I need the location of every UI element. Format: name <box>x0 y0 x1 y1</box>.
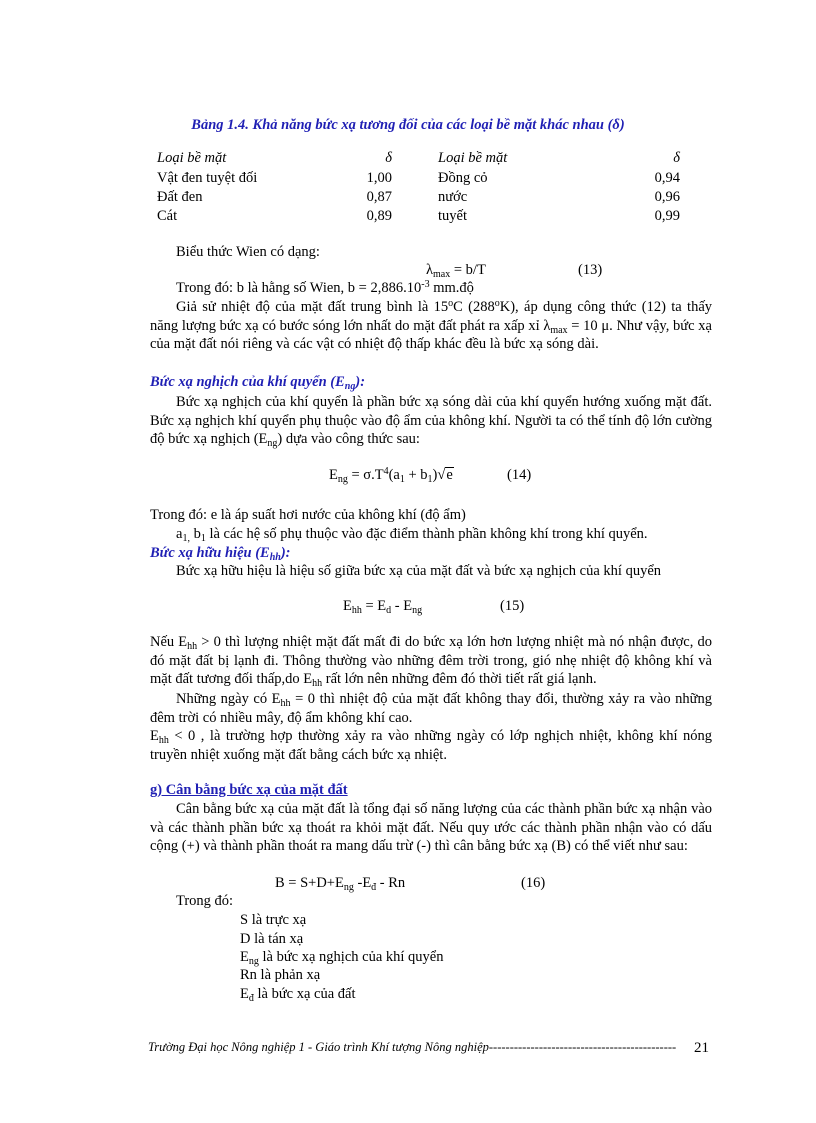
counter-where-1: Trong đó: e là áp suất hơi nước của không khí (độ ẩm) <box>150 507 466 523</box>
effective-radiation-paragraph: Bức xạ hữu hiệu là hiệu số giữa bức xạ của mặt đất và bức xạ nghịch của khí quyển <box>176 563 662 579</box>
table-cell: 0,99 <box>654 208 680 224</box>
balance-item: Rn là phản xạ <box>240 967 321 983</box>
counter-radiation-paragraph: Bức xạ nghịch của khí quyển là phần bức xạ sóng dài của khí quyển hướng xuống mặt đất. Bức xạ nghịch khí quyển phụ thuộc vào độ ẩm của không khí. Người ta có thể tính độ lớn cường độ bức xạ nghịch $(E_{ng})$ dựa vào công thức sau: <box>150 394 712 450</box>
balance-item: D là tán xạ <box>240 931 304 947</box>
formula-14: $E_{ng} = \sigma.T^4(a_1 + b_1)√e$ <box>329 466 453 485</box>
table-cell: tuyết <box>438 208 467 224</box>
table-cell: 0,94 <box>654 170 680 186</box>
counter-where-2: $a_{1,}$ $b_1$ là các hệ số phụ thuộc vào đặc điểm thành phần không khí trong khí quyển. <box>176 526 648 544</box>
table-cell: 0,87 <box>366 189 392 205</box>
balance-where: Trong đó: <box>176 893 234 909</box>
formula-15: $E_{hh} = E_d - E_{ng}$ <box>343 598 423 616</box>
table-header-delta-1: δ <box>385 150 392 166</box>
effective-paragraph-4: $E_{hh} < 0$ , là trường hợp thường xảy ra vào những ngày có lớp nghịch nhiệt, không khí nóng truyền nhiệt xuống mặt đất bằng cách bức xạ nhiệt. <box>150 728 712 763</box>
balance-paragraph: Cân bằng bức xạ của mặt đất là tổng đại số năng lượng của các thành phần bức xạ nhận vào và các thành phần bức xạ thoát ra khỏi mặt đất. Nếu quy ước các thành phần nhận vào có dấu cộng (+) và thành phần thoát ra mang dấu trừ (-) thì cân bằng bức xạ (B) có thể viết như sau: <box>150 801 712 855</box>
wien-intro: Biểu thức Wien có dạng: <box>176 244 320 260</box>
table-header-surface-1: Loại bề mặt <box>157 150 227 166</box>
table-header-delta-2: δ <box>673 150 680 166</box>
table-cell: nước <box>438 189 468 205</box>
table-cell: Đất đen <box>157 189 203 205</box>
page-footer: Trường Đại học Nông nghiệp 1 - Giáo trình Khí tượng Nông nghiệp--------------------------------------------- <box>148 1040 677 1054</box>
table-cell: Đồng cỏ <box>438 170 488 186</box>
balance-item: S là trực xạ <box>240 912 307 928</box>
table-cell: 1,00 <box>366 170 392 186</box>
formula-16: $B = S+D+E_{ng}$ $-E_đ$ - Rn <box>275 875 406 893</box>
formula-15-number: (15) <box>500 598 525 614</box>
table-cell: 0,89 <box>366 208 392 224</box>
effective-radiation-heading: Bức xạ hữu hiệu $(E_{hh})$: <box>150 545 291 563</box>
counter-radiation-heading: Bức xạ nghịch của khí quyển $(E_{ng})$: <box>150 374 366 392</box>
effective-paragraph-2: Nếu $E_{hh} > 0$ thì lượng nhiệt mặt đất mất đi do bức xạ lớn hơn lượng nhiệt mà nó nhận được, do đó mặt đất bị lạnh đi. Thông thường vào những đêm trời trong, gió nhẹ nhiệt độ không khí và mặt đất tương đối thấp,do $E_{hh}$ rất lớn nên những đêm đó thời tiết rất giá lạnh. <box>150 634 712 690</box>
table-caption: Bảng 1.4. Khả năng bức xạ tương đối của các loại bề mặt khác nhau (δ) <box>191 117 625 133</box>
formula-13: $\lambda_{max} = b/T$ <box>426 262 486 280</box>
wien-where: Trong đó: b là hằng số Wien, $b = 2,886.10^{-3}$ mm.độ <box>176 279 474 296</box>
table-header-surface-2: Loại bề mặt <box>438 150 508 166</box>
formula-14-number: (14) <box>507 467 532 483</box>
formula-13-number: (13) <box>578 262 603 278</box>
balance-item: $E_đ$ là bức xạ của đất <box>240 986 356 1004</box>
table-cell: 0,96 <box>654 189 680 205</box>
table-cell: Cát <box>157 208 178 224</box>
wien-paragraph: Giả sử nhiệt độ của mặt đất trung bình là 15$^o$C (288$^o$K), áp dụng công thức (12) ta thấy năng lượng bức xạ có bước sóng lớn nhất do mặt đất phát ra xấp xỉ $\lambda_{max} = 10$ μ. Như vậy, bức xạ của mặt đất nói riêng và các vật có nhiệt độ thấp khác đều là bức xạ sóng dài. <box>150 298 713 353</box>
balance-item: $E_{ng}$ là bức xạ nghịch của khí quyển <box>240 949 444 967</box>
balance-heading: g) Cân bằng bức xạ của mặt đất <box>150 782 348 798</box>
page-number: 21 <box>694 1040 709 1056</box>
formula-16-number: (16) <box>521 875 546 891</box>
table-cell: Vật đen tuyệt đối <box>157 170 258 186</box>
effective-paragraph-3: Những ngày có $E_{hh} = 0$ thì nhiệt độ của mặt đất không thay đổi, thường xảy ra vào những đêm trời có nhiều mây, độ ẩm không khí cao. <box>150 691 712 726</box>
